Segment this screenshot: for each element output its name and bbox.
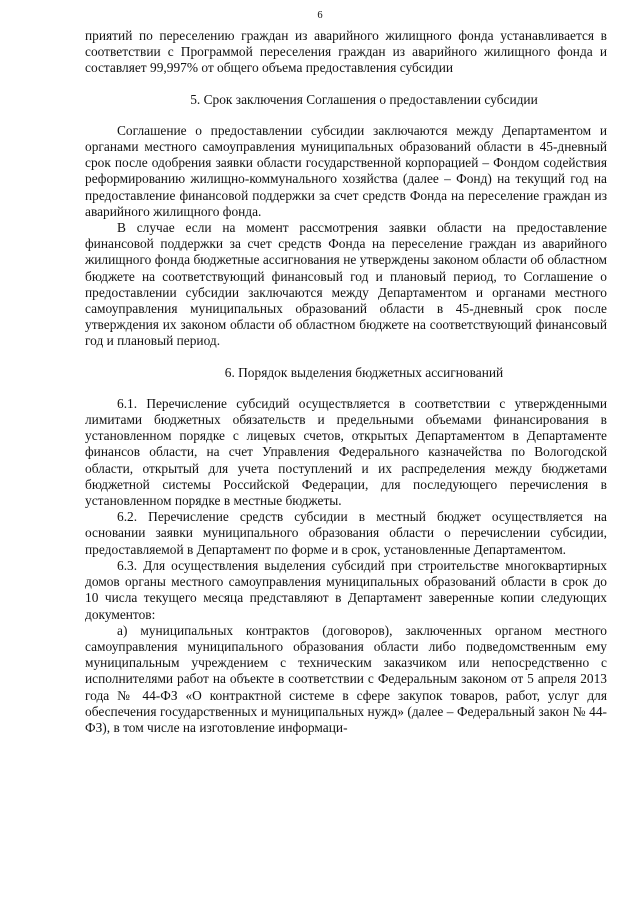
paragraph-agreement-term: Соглашение о предоставлении субсидии заключаются между Департаментом и органами местного самоуправления муниципальных образований области в 45-дневный срок после одобрения заявки области государственной корпорацией – Фондом содействия реформированию жилищно-коммунального хозяйства (далее – Фонд) на текущий год на предоставление финансовой поддержки за счет средств Фонда на переселение граждан из аварийного жилищного фонда.	[85, 122, 607, 219]
paragraph-6-3-a: а) муниципальных контрактов (договоров), заключенных органом местного самоуправления муниципального образования области либо подведомственным ему муниципальным учреждением с техническим заказчиком или непосредственно с исполнителями работ на объекте в соответствии с Федеральным законом от 5 апреля 2013 года № 44-ФЗ «О контрактной системе в сфере закупок товаров, работ, услуг для обеспечения государственных и муниципальных нужд» (далее – Федеральный закон № 44-ФЗ), в том числе на изготовление информаци-	[85, 622, 607, 735]
page-number: 6	[317, 10, 323, 21]
paragraph-6-3: 6.3. Для осуществления выделения субсидий при строительстве многоквартирных домов органы местного самоуправления муниципальных образований области в срок до 10 числа текущего месяца представляют в Департамент заверенные копии следующих документов:	[85, 557, 607, 622]
document-body	[85, 28, 607, 736]
section-heading-5: 5. Срок заключения Соглашения о предоставлении субсидии	[190, 91, 538, 107]
paragraph-intro-continuation: приятий по переселению граждан из аварийного жилищного фонда устанавливается в соответствии с Программой переселения граждан из аварийного жилищного фонда и составляет 99,997% от общего объема предоставления субсидии	[85, 28, 607, 76]
paragraph-6-2: 6.2. Перечисление средств субсидии в местный бюджет осуществляется на основании заявки муниципального образования области о перечислении субсидии, предоставляемой в Департамент по форме и в срок, установленные Департаментом.	[85, 509, 607, 557]
paragraph-6-1: 6.1. Перечисление субсидий осуществляется в соответствии с утвержденными лимитами бюджетных обязательств и предельными объемами финансирования в установленном порядке с лицевых счетов, открытых Департаментом в Департаменте финансов области, на счет Управления Федерального казначейства по Вологодской области, открытый для учета поступлений и их распределения между бюджетами бюджетной системы Российской Федерации, для последующего перечисления в установленном порядке в местные бюджеты.	[85, 395, 607, 509]
paragraph-agreement-case: В случае если на момент рассмотрения заявки области на предоставление финансовой поддержки за счет средств Фонда на переселение граждан из аварийного жилищного фонда бюджетные ассигнования не утверждены законом области об областном бюджете на соответствующий финансовый год и плановый период, то Соглашение о предоставлении субсидии заключаются между Департаментом и органами местного самоуправления муниципальных образований области в 45-дневный срок после утверждения их законом области об областном бюджете на соответствующий финансовый год и плановый период.	[85, 220, 607, 349]
section-heading-6: 6. Порядок выделения бюджетных ассигнований	[224, 364, 504, 380]
